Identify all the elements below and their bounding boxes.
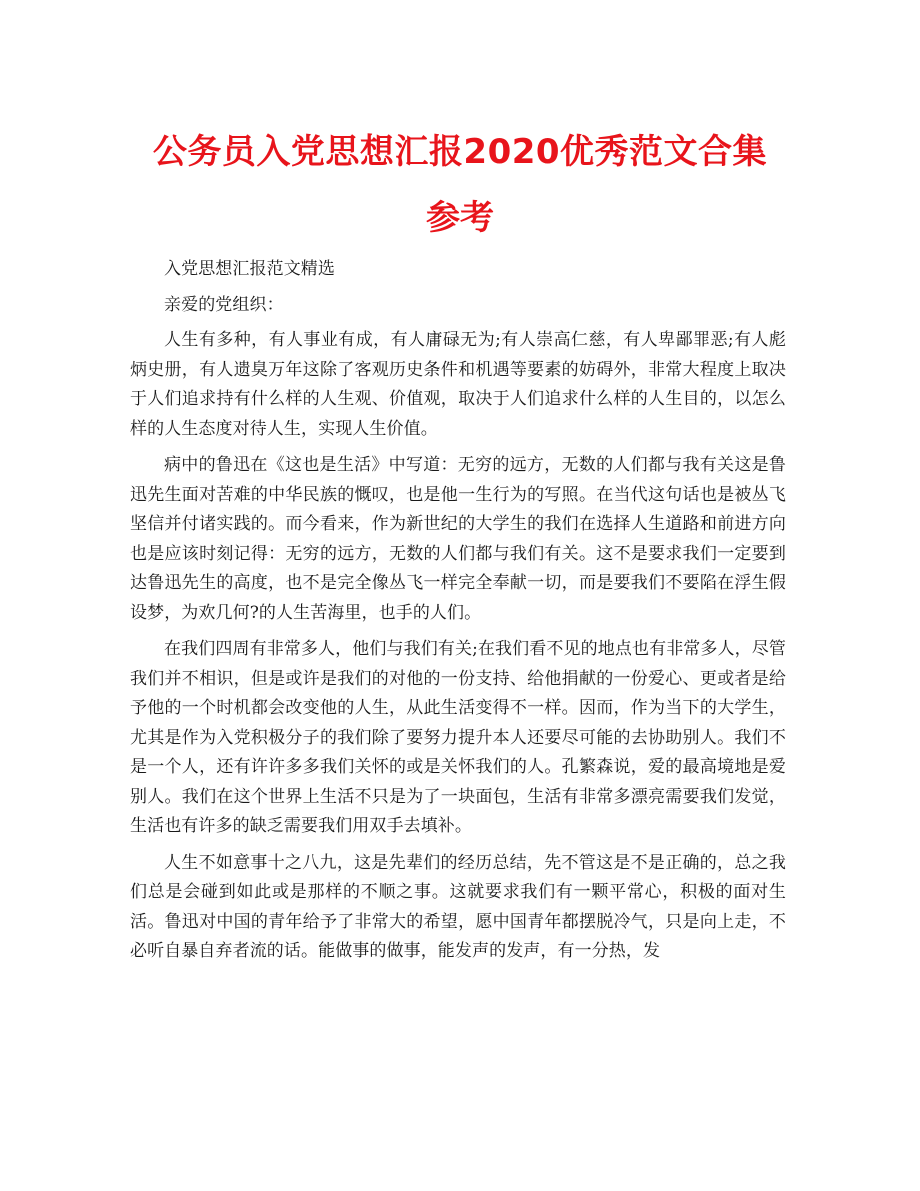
- document-title-line-2: 参考: [426, 198, 494, 238]
- document-body: [130, 255, 786, 974]
- salutation: 亲爱的党组织：: [164, 294, 284, 315]
- paragraph-4: 人生不如意事十之八九，这是先辈们的经历总结，先不管这是不是正确的，总之我们总是会碰到如此或是那样的不顺之事。这就要求我们有一颗平常心，积极的面对生活。鲁迅对中国的青年给予了非常大的希望，愿中国青年都摆脱冷气，只是向上走，不必听自暴自弃者流的话。能做事的做事，能发声的发声，有一分热，发: [130, 852, 786, 961]
- paragraph-2: 病中的鲁迅在《这也是生活》中写道：无穷的远方，无数的人们都与我有关这是鲁迅先生面对苦难的中华民族的慨叹，也是他一生行为的写照。在当代这句话也是被丛飞坚信并付诸实践的。而今看来，作为新世纪的大学生的我们在选择人生道路和前进方向也是应该时刻记得：无穷的远方，无数的人们都与我们有关。这不是要求我们一定要到达鲁迅先生的高度，也不是完全像丛飞一样完全奉献一切，而是要我们不要陷在浮生假设梦，为欢几何?的人生苦海里，也手的人们。: [130, 455, 786, 623]
- paragraph-3: 在我们四周有非常多人，他们与我们有关;在我们看不见的地点也有非常多人，尽管我们并不相识，但是或许是我们的对他的一份支持、给他捐献的一份爱心、更或者是给予他的一个时机都会改变他的人生，从此生活变得不一样。因而，作为当下的大学生，尤其是作为入党积极分子的我们除了要努力提升本人还要尽可能的去协助别人。我们不是一个人，还有许许多多我们关怀的或是关怀我们的人。孔繁森说，爱的最高境地是爱别人。我们在这个世界上生活不只是为了一块面包，生活有非常多漂亮需要我们发觉，生活也有许多的缺乏需要我们用双手去填补。: [130, 639, 786, 836]
- document-title-line-1: 公务员入党思想汇报2020优秀范文合集: [152, 132, 768, 172]
- paragraph-1: 人生有多种，有人事业有成，有人庸碌无为;有人崇高仁慈，有人卑鄙罪恶;有人彪炳史册，有人遗臭万年这除了客观历史条件和机遇等要素的妨碍外，非常大程度上取决于人们追求持有什么样的人生观、价值观，取决于人们追求什么样的人生目的，以怎么样的人生态度对待人生，实现人生价值。: [130, 330, 786, 439]
- subtitle: 入党思想汇报范文精选: [164, 259, 335, 279]
